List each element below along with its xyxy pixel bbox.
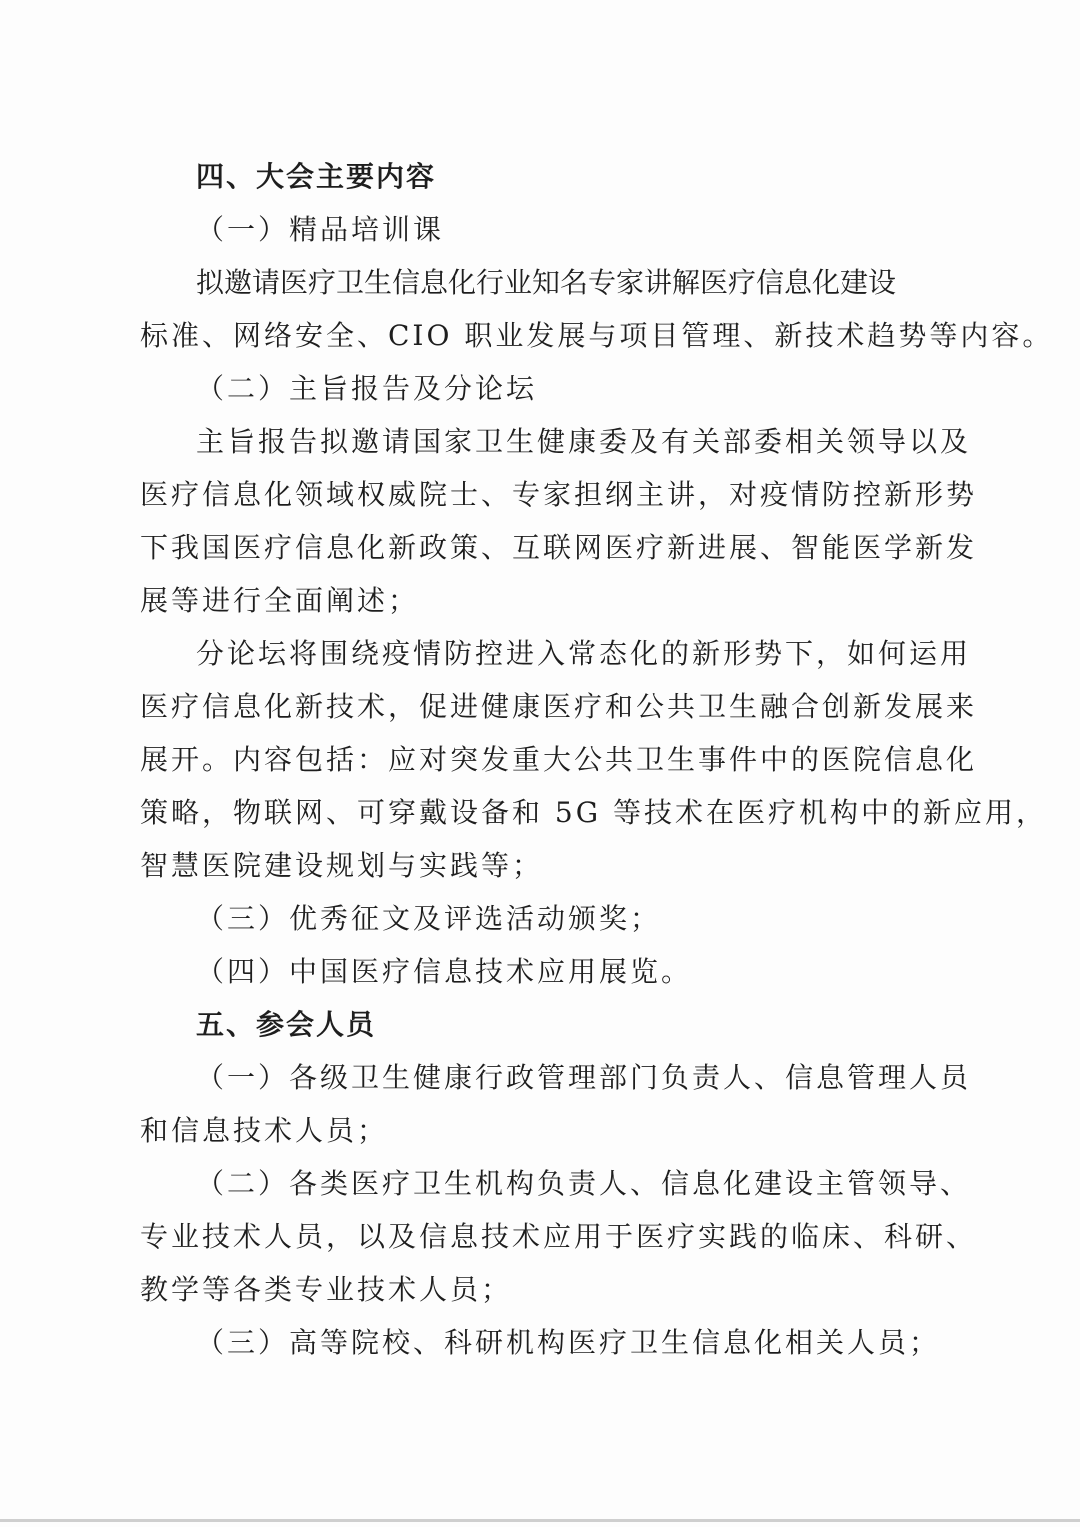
- paragraph-line: 医疗信息化领域权威院士、专家担纲主讲，对疫情防控新形势: [140, 478, 978, 511]
- paragraph-line: 专业技术人员，以及信息技术应用于医疗实践的临床、科研、: [140, 1220, 978, 1253]
- section-heading-5: 五、参会人员: [196, 1008, 377, 1041]
- paragraph-line: 展等进行全面阐述；: [140, 584, 420, 617]
- paragraph-line: 下我国医疗信息化新政策、互联网医疗新进展、智能医学新发: [140, 531, 978, 564]
- paragraph-line: 和信息技术人员；: [140, 1114, 389, 1147]
- item-title: （三）优秀征文及评选活动颁奖；: [196, 902, 662, 935]
- paragraph-line: 策略，物联网、可穿戴设备和 5G 等技术在医疗机构中的新应用，: [140, 796, 1047, 829]
- page-edge-divider: [0, 1519, 1080, 1522]
- item-title: （二）主旨报告及分论坛: [196, 372, 538, 405]
- paragraph-line: 医疗信息化新技术，促进健康医疗和公共卫生融合创新发展来: [140, 690, 978, 723]
- paragraph-line: 展开。内容包括：应对突发重大公共卫生事件中的医院信息化: [140, 743, 978, 776]
- item-title: （一）精品培训课: [196, 213, 445, 246]
- section-heading-4: 四、大会主要内容: [196, 160, 437, 193]
- paragraph-line: （二）各类医疗卫生机构负责人、信息化建设主管领导、: [196, 1167, 972, 1200]
- paragraph-line: 主旨报告拟邀请国家卫生健康委及有关部委相关领导以及: [196, 425, 972, 458]
- paragraph-line: 分论坛将围绕疫情防控进入常态化的新形势下，如何运用: [196, 637, 972, 670]
- paragraph-line: （一）各级卫生健康行政管理部门负责人、信息管理人员: [196, 1061, 972, 1094]
- document-body: [140, 150, 1054, 1369]
- item-title: （四）中国医疗信息技术应用展览。: [196, 955, 693, 988]
- paragraph-line: 标准、网络安全、CIO 职业发展与项目管理、新技术趋势等内容。: [140, 319, 1054, 352]
- paragraph-line: 教学等各类专业技术人员；: [140, 1273, 513, 1306]
- paragraph-line: 拟邀请医疗卫生信息化行业知名专家讲解医疗信息化建设: [196, 266, 897, 299]
- paragraph-line: （三）高等院校、科研机构医疗卫生信息化相关人员；: [196, 1326, 941, 1359]
- paragraph-line: 智慧医院建设规划与实践等；: [140, 849, 544, 882]
